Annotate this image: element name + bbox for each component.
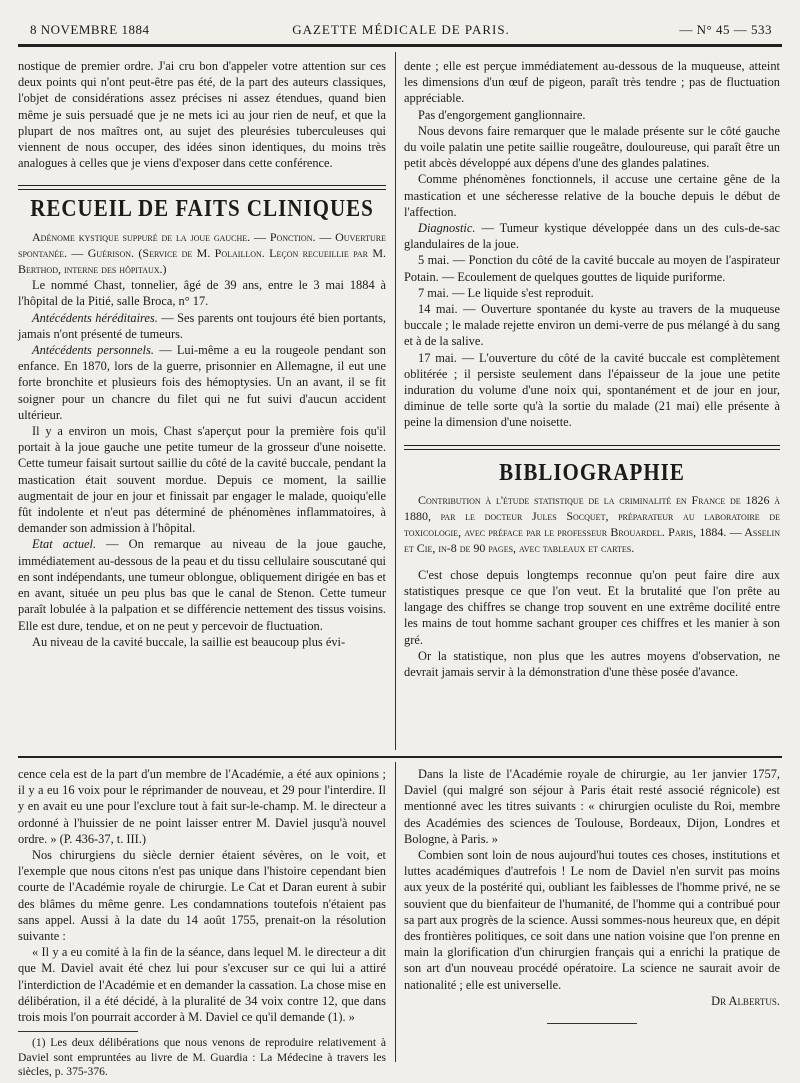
section-title-recueil: RECUEIL DE FAITS CLINIQUES [30,194,374,223]
header-rule [18,44,782,47]
case-title: Adénome kystique suppuré de la joue gauche. — Ponction. — Ouverture spontanée. — Guérison. (Service de M. Polaillon. Leçon recueillie par M. Berthod, interne des hôpitaux.) [18,229,386,277]
header-title: GAZETTE MÉDICALE DE PARIS. [292,22,510,37]
signature: Dr Albertus. [711,993,780,1008]
case-paragraph-4: Il y a environ un mois, Chast s'aperçut pour la première fois qu'il portait à la joue gauche une petite tumeur de la grosseur d'une noisette. Cette tumeur faisait surtout saillie du côté de la cavité buccale, pendant la mastication était souvent mordue. Depuis ce moment, la saillie augmentait de jour en jour et finissait par engager le malade, quoiqu'elle fût indolente et n'eut pas déterminé de phénomènes inflammatoires, à demander son admission à l'hôpital. [18,424,386,536]
header-date: 8 NOVEMBRE 1884 [30,22,150,37]
case-paragraph-10: Comme phénomènes fonctionnels, il accuse une certaine gêne de la mastication et une sécheresse relative de la bouche depuis le début de l'affection. [404,172,780,219]
case-paragraph-9: Nous devons faire remarquer que le malade présente sur le côté gauche du voile palatin une petite saillie rougeâtre, douloureuse, qui paraît être un petit abcès développé aux dépens d'une des glandes palatines. [404,123,780,171]
academy-quote: « Il y a eu comité à la fin de la séance, dans lequel M. le directeur a dit que M. Daviel avait été chez lui pour s'excuser sur ce qui lui a attiré l'interdiction de l'Académie et en demander la cassation. La chose mise en délibération, il a été décidé, à la pluralité de 34 voix contre 12, que dans trois mois l'on pourrait accorder à M. Daviel ce qu'il demande (1). » [18,945,386,1025]
column-divider-upper [395,52,396,750]
case-paragraph-3: Antécédents personnels. — Lui-même a eu la rougeole pendant son enfance. En 1870, lors de la guerre, prisonnier en Allemagne, il eut une forte bronchite et plusieurs fois des hémoptysies. Un an avant, il se fit soigner pour un chancre du filet qui ne fut suivi d'aucun accident ultérieur. [18,343,386,422]
case-paragraph-6: Au niveau de la cavité buccale, la saillie est beaucoup plus évi- [32,634,346,649]
followup-14-mai: 14 mai. — Ouverture spontanée du kyste au travers de la muqueuse buccale ; le malade rejette environ un demi-verre de pus mélangé à du sang et à de la salive. [404,302,780,349]
section-divider [18,185,386,190]
section-title-bibliographie: BIBLIOGRAPHIE [499,457,685,486]
conclusion-paragraph: nostique de premier ordre. J'ai cru bon d'appeler votre attention sur ces deux points qui n'ont peut-être pas été, de la part des auteurs classiques, l'objet de considérations assez précises ni assez étendues, quand bien même je suis persuadé que je ne mets ici au jour rien de neuf, et que la plupart de nos maîtres ont, au sujet des pleurésies tuberculeuses qui viennent de nous occuper, des idées sinon identiques, du moins très analogues à celles que je viens d'exposer dans cette conférence. [18,59,386,171]
closing-paragraph: Combien sont loin de nous aujourd'hui toutes ces choses, institutions et luttes académiques d'autrefois ! Le nom de Daviel n'en survit pas moins aux yeux de la postérité qui, oubliant les faiblesses de l'homme privé, ne se souvient que du bienfaiteur de l'humanité, de l'homme qui a contribué pour sa part aux progrès de la science. Aussi sommes-nous heureux que, en dépit des frontières politiques, ce soit dans une nation voisine que l'on prenne en main la glorification d'un chirurgien français qui a enrichi la pratique de son art d'un nouveau procédé opératoire. La science ne saurait avoir de nationalité ; elle est universelle. [404,848,780,992]
case-paragraph-8: Pas d'engorgement ganglionnaire. [418,107,586,122]
page-header [30,22,772,40]
feuilleton-divider [18,756,782,758]
case-paragraph-2: Antécédents héréditaires. — Ses parents ont toujours été bien portants, jamais n'ont présenté de tumeurs. [18,310,386,341]
academy-list-paragraph: Dans la liste de l'Académie royale de chirurgie, au 1er janvier 1757, Daviel (qui malgré son séjour à Paris était resté associé régnicole) est mentionné avec les titres suivants : « chirurgien oculiste du Roi, membre des Académies des sciences de Toulouse, Bordeaux, Dijon, Londres et Bologne, à Paris. » [404,767,780,846]
diagnostic-paragraph: Diagnostic. — Tumeur kystique développée dans un des culs-de-sac glandulaires de la joue. [404,221,780,252]
case-paragraph-1: Le nommé Chast, tonnelier, âgé de 39 ans, entre le 3 mai 1884 à l'hôpital de la Pitié, salle Broca, n° 17. [18,278,386,309]
column-lower-left [18,766,386,1080]
followup-5-mai: 5 mai. — Ponction du côté de la cavité buccale au moyen de l'aspirateur Potain. — Ecoulement de quelques gouttes de liquide puriforme. [404,253,780,284]
section-divider [404,445,780,450]
footnote: (1) Les deux délibérations que nous venons de reproduire relativement à Daviel sont empruntées au livre de M. Guardia : La Médecine à travers les siècles, p. 375-376. [18,1036,386,1079]
followup-7-mai: 7 mai. — Le liquide s'est reproduit. [418,285,594,300]
academy-paragraph-2: Nos chirurgiens du siècle dernier étaient sévères, on le voit, et l'exemple que nous citons n'est pas unique dans l'histoire cependant bien courte de l'Académie royale de chirurgie. Le Cat et Daran eurent à subir des blâmes du même genre. Les condamnations toutefois n'étaient pas sans appel. Aussi à la date du 14 août 1755, prenait-on la résolution suivante : [18,848,386,944]
review-paragraph-1: C'est chose depuis longtemps reconnue qu'on peut faire dire aux statistiques presque ce que l'on veut. Et la brutalité que l'on prête au langage des chiffres se change trop souvent en une extrême docilité entre les mains de tout homme sachant grouper ces chiffres et les manier à son gré. [404,567,780,647]
followup-17-mai: 17 mai. — L'ouverture du côté de la cavité buccale est complètement oblitérée ; il persiste seulement dans l'épaisseur de la joue une petite induration du volume d'une noix qui, spontanément et de jour en jour, diminue de telle sorte qu'à la sortie du malade (21 mai) elle présente à peine la dimension d'une noisette. [404,350,780,430]
header-issue: — N° 45 — 533 [679,22,772,37]
footnote-rule [18,1031,138,1032]
bibliography-entry: Contribution à l'étude statistique de la criminalité en France de 1826 à 1880, par le docteur Jules Socquet, préparateur au laboratoire de toxicologie, avec préface par le professeur Brouardel. Paris, 1884. — Asselin et Cie, in-8 de 90 pages, avec tableaux et cartes. [404,492,780,556]
column-upper-left [18,58,386,650]
column-divider-lower [395,762,396,1062]
end-rule [547,1023,637,1024]
case-paragraph-7: dente ; elle est perçue immédiatement au-dessous de la muqueuse, atteint les dimensions d'un œuf de pigeon, paraît très tendre ; pas de fluctuation appréciable. [404,59,780,106]
case-paragraph-5: Etat actuel. — On remarque au niveau de la joue gauche, immédiatement au-dessous de la peau et du tissu cellulaire souscutané qui en sont indépendants, une tumeur oblongue, obliquement dirigée en bas et en avant, située un peu plus bas que le canal de Stenon. Cette tumeur paraît lobulée à la palpation et se différencie nettement des tissus voisins. Elle est dure, tendue, et on ne peut y percevoir de fluctuation. [18,537,386,633]
column-upper-right [404,58,780,680]
review-paragraph-2: Or la statistique, non plus que les autres moyens d'observation, ne devrait jamais servir à la démonstration d'une thèse posée d'avance. [404,648,780,679]
column-lower-right [404,766,780,1024]
academy-paragraph-1: cence cela est de la part d'un membre de l'Académie, a été aux opinions ; il y a eu 16 voix pour le réprimander de nouveau, et 29 pour l'interdire. Il y en avait eu une pour l'exclure tout à fait sur-le-champ. M. le directeur a ordonné à l'huissier de ne point laisser entrer M. Daviel jusqu'à nouvel ordre. » (P. 436-37, t. III.) [18,767,386,846]
